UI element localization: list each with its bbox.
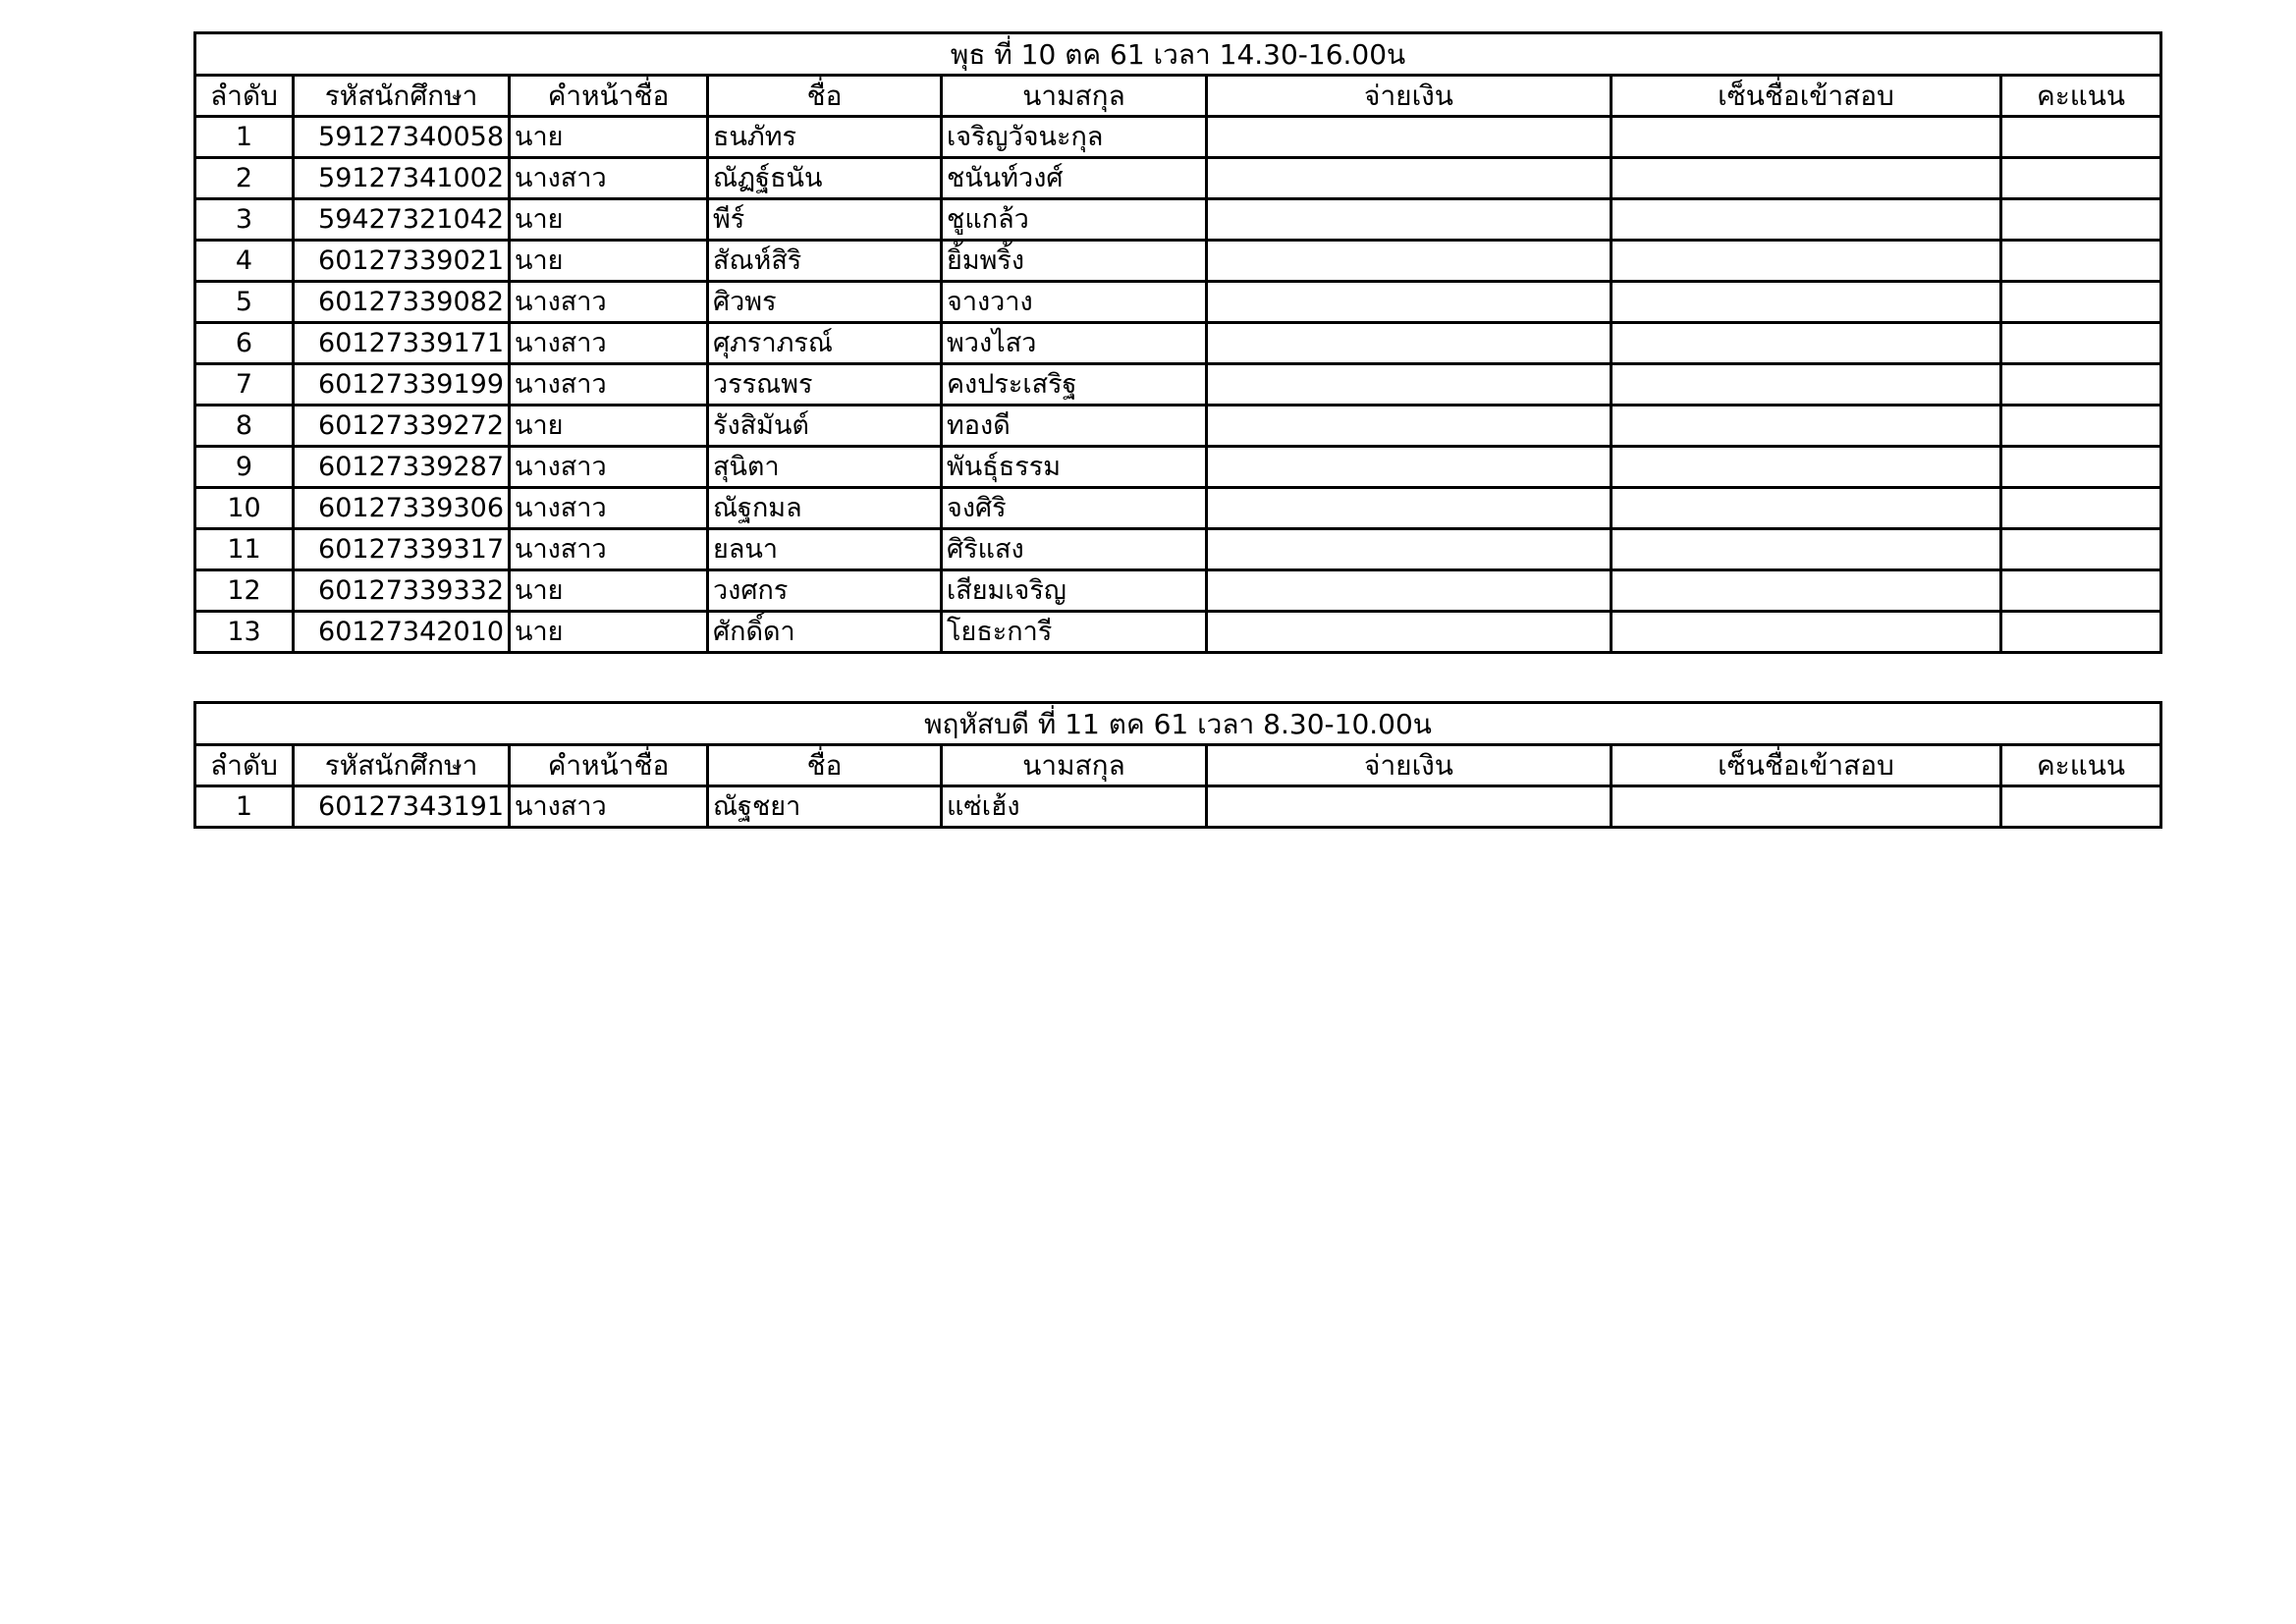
table-row [195, 570, 2161, 612]
cell-order-number: 4 [195, 241, 294, 282]
cell-score [2001, 199, 2161, 241]
header-exam-signature: เซ็นชื่อเข้าสอบ [1612, 76, 2001, 117]
cell-last-name: เจริญวัจนะกุล [942, 117, 1207, 158]
cell-last-name: โยธะการี [942, 612, 1207, 653]
cell-payment [1207, 488, 1612, 529]
header-first-name: ชื่อ [708, 76, 942, 117]
table-row [195, 158, 2161, 199]
cell-title-prefix: นาย [510, 612, 708, 653]
cell-score [2001, 612, 2161, 653]
cell-title-prefix: นางสาว [510, 158, 708, 199]
table-row [195, 364, 2161, 406]
exam-session-table-1 [193, 31, 2162, 654]
header-student-id: รหัสนักศึกษา [294, 76, 510, 117]
cell-exam-signature [1612, 612, 2001, 653]
cell-first-name: วรรณพร [708, 364, 942, 406]
cell-first-name: ณัฏฐ์ธนัน [708, 158, 942, 199]
cell-payment [1207, 241, 1612, 282]
cell-payment [1207, 447, 1612, 488]
column-header-row [195, 76, 2161, 117]
cell-order-number: 9 [195, 447, 294, 488]
cell-payment [1207, 786, 1612, 828]
student-list [195, 117, 2161, 653]
cell-first-name: ณัฐชยา [708, 786, 942, 828]
cell-student-id: 59127341002 [294, 158, 510, 199]
cell-payment [1207, 570, 1612, 612]
cell-payment [1207, 406, 1612, 447]
cell-title-prefix: นาย [510, 199, 708, 241]
cell-exam-signature [1612, 158, 2001, 199]
cell-title-prefix: นางสาว [510, 323, 708, 364]
cell-score [2001, 447, 2161, 488]
cell-order-number: 7 [195, 364, 294, 406]
cell-order-number: 12 [195, 570, 294, 612]
table-row [195, 282, 2161, 323]
header-score: คะแนน [2001, 76, 2161, 117]
cell-title-prefix: นาย [510, 406, 708, 447]
cell-payment [1207, 323, 1612, 364]
header-student-id: รหัสนักศึกษา [294, 745, 510, 786]
table-row [195, 786, 2161, 828]
cell-payment [1207, 612, 1612, 653]
cell-order-number: 8 [195, 406, 294, 447]
cell-exam-signature [1612, 786, 2001, 828]
cell-title-prefix: นางสาว [510, 786, 708, 828]
cell-first-name: ศิวพร [708, 282, 942, 323]
cell-last-name: คงประเสริฐ [942, 364, 1207, 406]
cell-exam-signature [1612, 570, 2001, 612]
header-title-prefix: คำหน้าชื่อ [510, 76, 708, 117]
cell-order-number: 13 [195, 612, 294, 653]
cell-title-prefix: นางสาว [510, 447, 708, 488]
cell-last-name: เสียมเจริญ [942, 570, 1207, 612]
cell-student-id: 60127339021 [294, 241, 510, 282]
cell-order-number: 6 [195, 323, 294, 364]
cell-last-name: แซ่เฮ้ง [942, 786, 1207, 828]
cell-last-name: ทองดี [942, 406, 1207, 447]
cell-first-name: ศักดิ์ดา [708, 612, 942, 653]
cell-exam-signature [1612, 199, 2001, 241]
table-row [195, 323, 2161, 364]
cell-student-id: 60127339306 [294, 488, 510, 529]
header-first-name: ชื่อ [708, 745, 942, 786]
cell-exam-signature [1612, 406, 2001, 447]
header-exam-signature: เซ็นชื่อเข้าสอบ [1612, 745, 2001, 786]
cell-last-name: ชนันท์วงศ์ [942, 158, 1207, 199]
cell-student-id: 60127339332 [294, 570, 510, 612]
header-payment: จ่ายเงิน [1207, 745, 1612, 786]
cell-score [2001, 117, 2161, 158]
cell-student-id: 60127342010 [294, 612, 510, 653]
cell-order-number: 1 [195, 786, 294, 828]
header-last-name: นามสกุล [942, 745, 1207, 786]
cell-order-number: 1 [195, 117, 294, 158]
cell-score [2001, 241, 2161, 282]
cell-title-prefix: นาย [510, 241, 708, 282]
cell-exam-signature [1612, 488, 2001, 529]
cell-first-name: ธนภัทร [708, 117, 942, 158]
cell-first-name: วงศกร [708, 570, 942, 612]
cell-title-prefix: นาย [510, 570, 708, 612]
cell-exam-signature [1612, 282, 2001, 323]
exam-session-table-2 [193, 701, 2162, 829]
cell-student-id: 60127339287 [294, 447, 510, 488]
cell-first-name: ศุภราภรณ์ [708, 323, 942, 364]
cell-exam-signature [1612, 447, 2001, 488]
cell-first-name: สัณห์สิริ [708, 241, 942, 282]
cell-student-id: 60127343191 [294, 786, 510, 828]
session-title: พุธ ที่ 10 ตค 61 เวลา 14.30-16.00น [195, 33, 2161, 76]
cell-exam-signature [1612, 117, 2001, 158]
cell-first-name: ยลนา [708, 529, 942, 570]
cell-order-number: 3 [195, 199, 294, 241]
cell-last-name: พวงไสว [942, 323, 1207, 364]
cell-score [2001, 529, 2161, 570]
header-last-name: นามสกุล [942, 76, 1207, 117]
cell-student-id: 60127339272 [294, 406, 510, 447]
cell-student-id: 60127339317 [294, 529, 510, 570]
cell-last-name: ศิริแสง [942, 529, 1207, 570]
column-header-row [195, 745, 2161, 786]
cell-score [2001, 364, 2161, 406]
header-order-number: ลำดับ [195, 76, 294, 117]
cell-title-prefix: นางสาว [510, 364, 708, 406]
cell-payment [1207, 282, 1612, 323]
cell-last-name: ชูแกล้ว [942, 199, 1207, 241]
table-row [195, 117, 2161, 158]
cell-title-prefix: นางสาว [510, 282, 708, 323]
header-score: คะแนน [2001, 745, 2161, 786]
student-list [195, 786, 2161, 828]
table-row [195, 406, 2161, 447]
cell-first-name: ณัฐกมล [708, 488, 942, 529]
table-row [195, 447, 2161, 488]
cell-score [2001, 786, 2161, 828]
cell-first-name: สุนิตา [708, 447, 942, 488]
cell-exam-signature [1612, 241, 2001, 282]
table-row [195, 199, 2161, 241]
cell-order-number: 5 [195, 282, 294, 323]
table-row [195, 488, 2161, 529]
cell-score [2001, 158, 2161, 199]
cell-exam-signature [1612, 364, 2001, 406]
cell-student-id: 60127339082 [294, 282, 510, 323]
cell-student-id: 59127340058 [294, 117, 510, 158]
cell-payment [1207, 529, 1612, 570]
cell-title-prefix: นางสาว [510, 529, 708, 570]
cell-score [2001, 323, 2161, 364]
cell-last-name: จงศิริ [942, 488, 1207, 529]
cell-student-id: 60127339199 [294, 364, 510, 406]
cell-payment [1207, 158, 1612, 199]
cell-last-name: ยิ้มพริ้ง [942, 241, 1207, 282]
header-payment: จ่ายเงิน [1207, 76, 1612, 117]
cell-score [2001, 570, 2161, 612]
cell-student-id: 60127339171 [294, 323, 510, 364]
cell-exam-signature [1612, 323, 2001, 364]
table-row [195, 529, 2161, 570]
cell-last-name: จางวาง [942, 282, 1207, 323]
cell-last-name: พันธุ์ธรรม [942, 447, 1207, 488]
cell-payment [1207, 364, 1612, 406]
session-title: พฤหัสบดี ที่ 11 ตค 61 เวลา 8.30-10.00น [195, 703, 2161, 745]
cell-exam-signature [1612, 529, 2001, 570]
cell-order-number: 11 [195, 529, 294, 570]
cell-first-name: พีร์ [708, 199, 942, 241]
header-title-prefix: คำหน้าชื่อ [510, 745, 708, 786]
cell-score [2001, 282, 2161, 323]
cell-order-number: 10 [195, 488, 294, 529]
cell-title-prefix: นางสาว [510, 488, 708, 529]
header-order-number: ลำดับ [195, 745, 294, 786]
cell-score [2001, 488, 2161, 529]
cell-student-id: 59427321042 [294, 199, 510, 241]
cell-title-prefix: นาย [510, 117, 708, 158]
table-row [195, 241, 2161, 282]
cell-first-name: รังสิมันต์ [708, 406, 942, 447]
cell-score [2001, 406, 2161, 447]
cell-order-number: 2 [195, 158, 294, 199]
cell-payment [1207, 117, 1612, 158]
table-row [195, 612, 2161, 653]
cell-payment [1207, 199, 1612, 241]
